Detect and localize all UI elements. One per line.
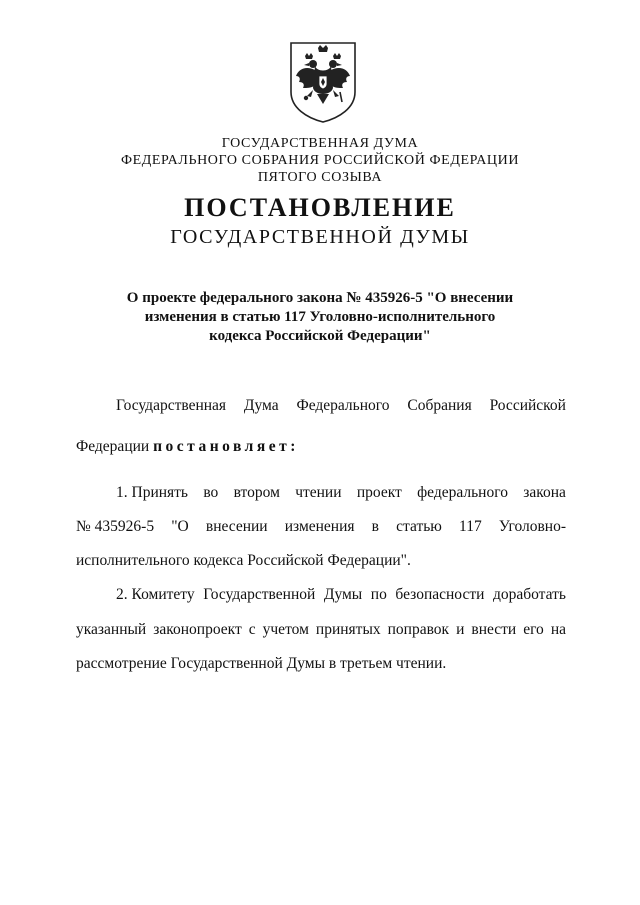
word: № 435926-5: [76, 518, 155, 535]
convocation-line: ПЯТОГО СОЗЫВА: [257, 170, 383, 185]
org-name-line-1: ГОСУДАРСТВЕННАЯ ДУМА: [221, 136, 419, 151]
item-2-line-3: рассмотрение Государственной Думы в третьем чтении.: [76, 655, 447, 672]
preamble-line-1: [116, 397, 566, 415]
word: внесении: [205, 518, 268, 535]
item-2-line-1: [116, 586, 566, 604]
document-type-title: ПОСТАНОВЛЕНИЕ: [184, 193, 456, 222]
word: внести: [471, 621, 517, 638]
word: с: [248, 621, 256, 638]
word: Думы: [323, 586, 363, 603]
word: Уголовно-: [498, 518, 566, 535]
word: безопасности: [395, 586, 485, 603]
word: на: [550, 621, 566, 638]
item-1-line-1: [116, 484, 566, 502]
word: втором: [233, 484, 280, 501]
word: Дума: [243, 397, 279, 414]
subject-line-2: изменения в статью 117 Уголовно-исполнительного: [144, 309, 496, 325]
coat-of-arms-emblem: [287, 40, 359, 124]
word: "О: [171, 518, 189, 535]
preamble-text: Федерации: [76, 438, 150, 455]
word: Собрания: [407, 397, 472, 414]
word: изменения: [284, 518, 355, 535]
document-type-subtitle: ГОСУДАРСТВЕННОЙ ДУМЫ: [170, 226, 470, 248]
double-headed-eagle-coat-of-arms-icon: [287, 40, 359, 124]
word: принятых: [315, 621, 381, 638]
word: федерального: [417, 484, 508, 501]
word: 1. Принять: [116, 484, 189, 501]
item-1-line-3: исполнительного кодекса Российской Федерации".: [76, 552, 411, 569]
word: Государственной: [203, 586, 316, 603]
word: учетом: [262, 621, 309, 638]
word: статью: [396, 518, 442, 535]
word: чтении: [295, 484, 342, 501]
word: в: [371, 518, 379, 535]
resolves-word: постановляет:: [153, 438, 299, 455]
subject-line-1: О проекте федерального закона № 435926-5 "О внесении: [126, 290, 514, 306]
item-2-line-2: [76, 621, 566, 639]
word: и: [456, 621, 465, 638]
word: проект: [356, 484, 402, 501]
subject-line-3: кодекса Российской Федерации": [209, 328, 431, 344]
preamble-line-2: [76, 438, 299, 456]
word: указанный: [76, 621, 147, 638]
word: поправок: [387, 621, 450, 638]
word: закона: [523, 484, 566, 501]
word: доработать: [492, 586, 566, 603]
word: Российской: [489, 397, 566, 414]
word: его: [523, 621, 544, 638]
item-1-line-2: [76, 518, 566, 536]
word: Федерального: [296, 397, 390, 414]
word: Государственная: [116, 397, 227, 414]
word: по: [370, 586, 387, 603]
word: во: [203, 484, 219, 501]
org-name-line-2: ФЕДЕРАЛЬНОГО СОБРАНИЯ РОССИЙСКОЙ ФЕДЕРАЦИИ: [120, 153, 520, 168]
word: 117: [459, 518, 482, 535]
word: законопроект: [153, 621, 242, 638]
word: 2. Комитету: [116, 586, 195, 603]
